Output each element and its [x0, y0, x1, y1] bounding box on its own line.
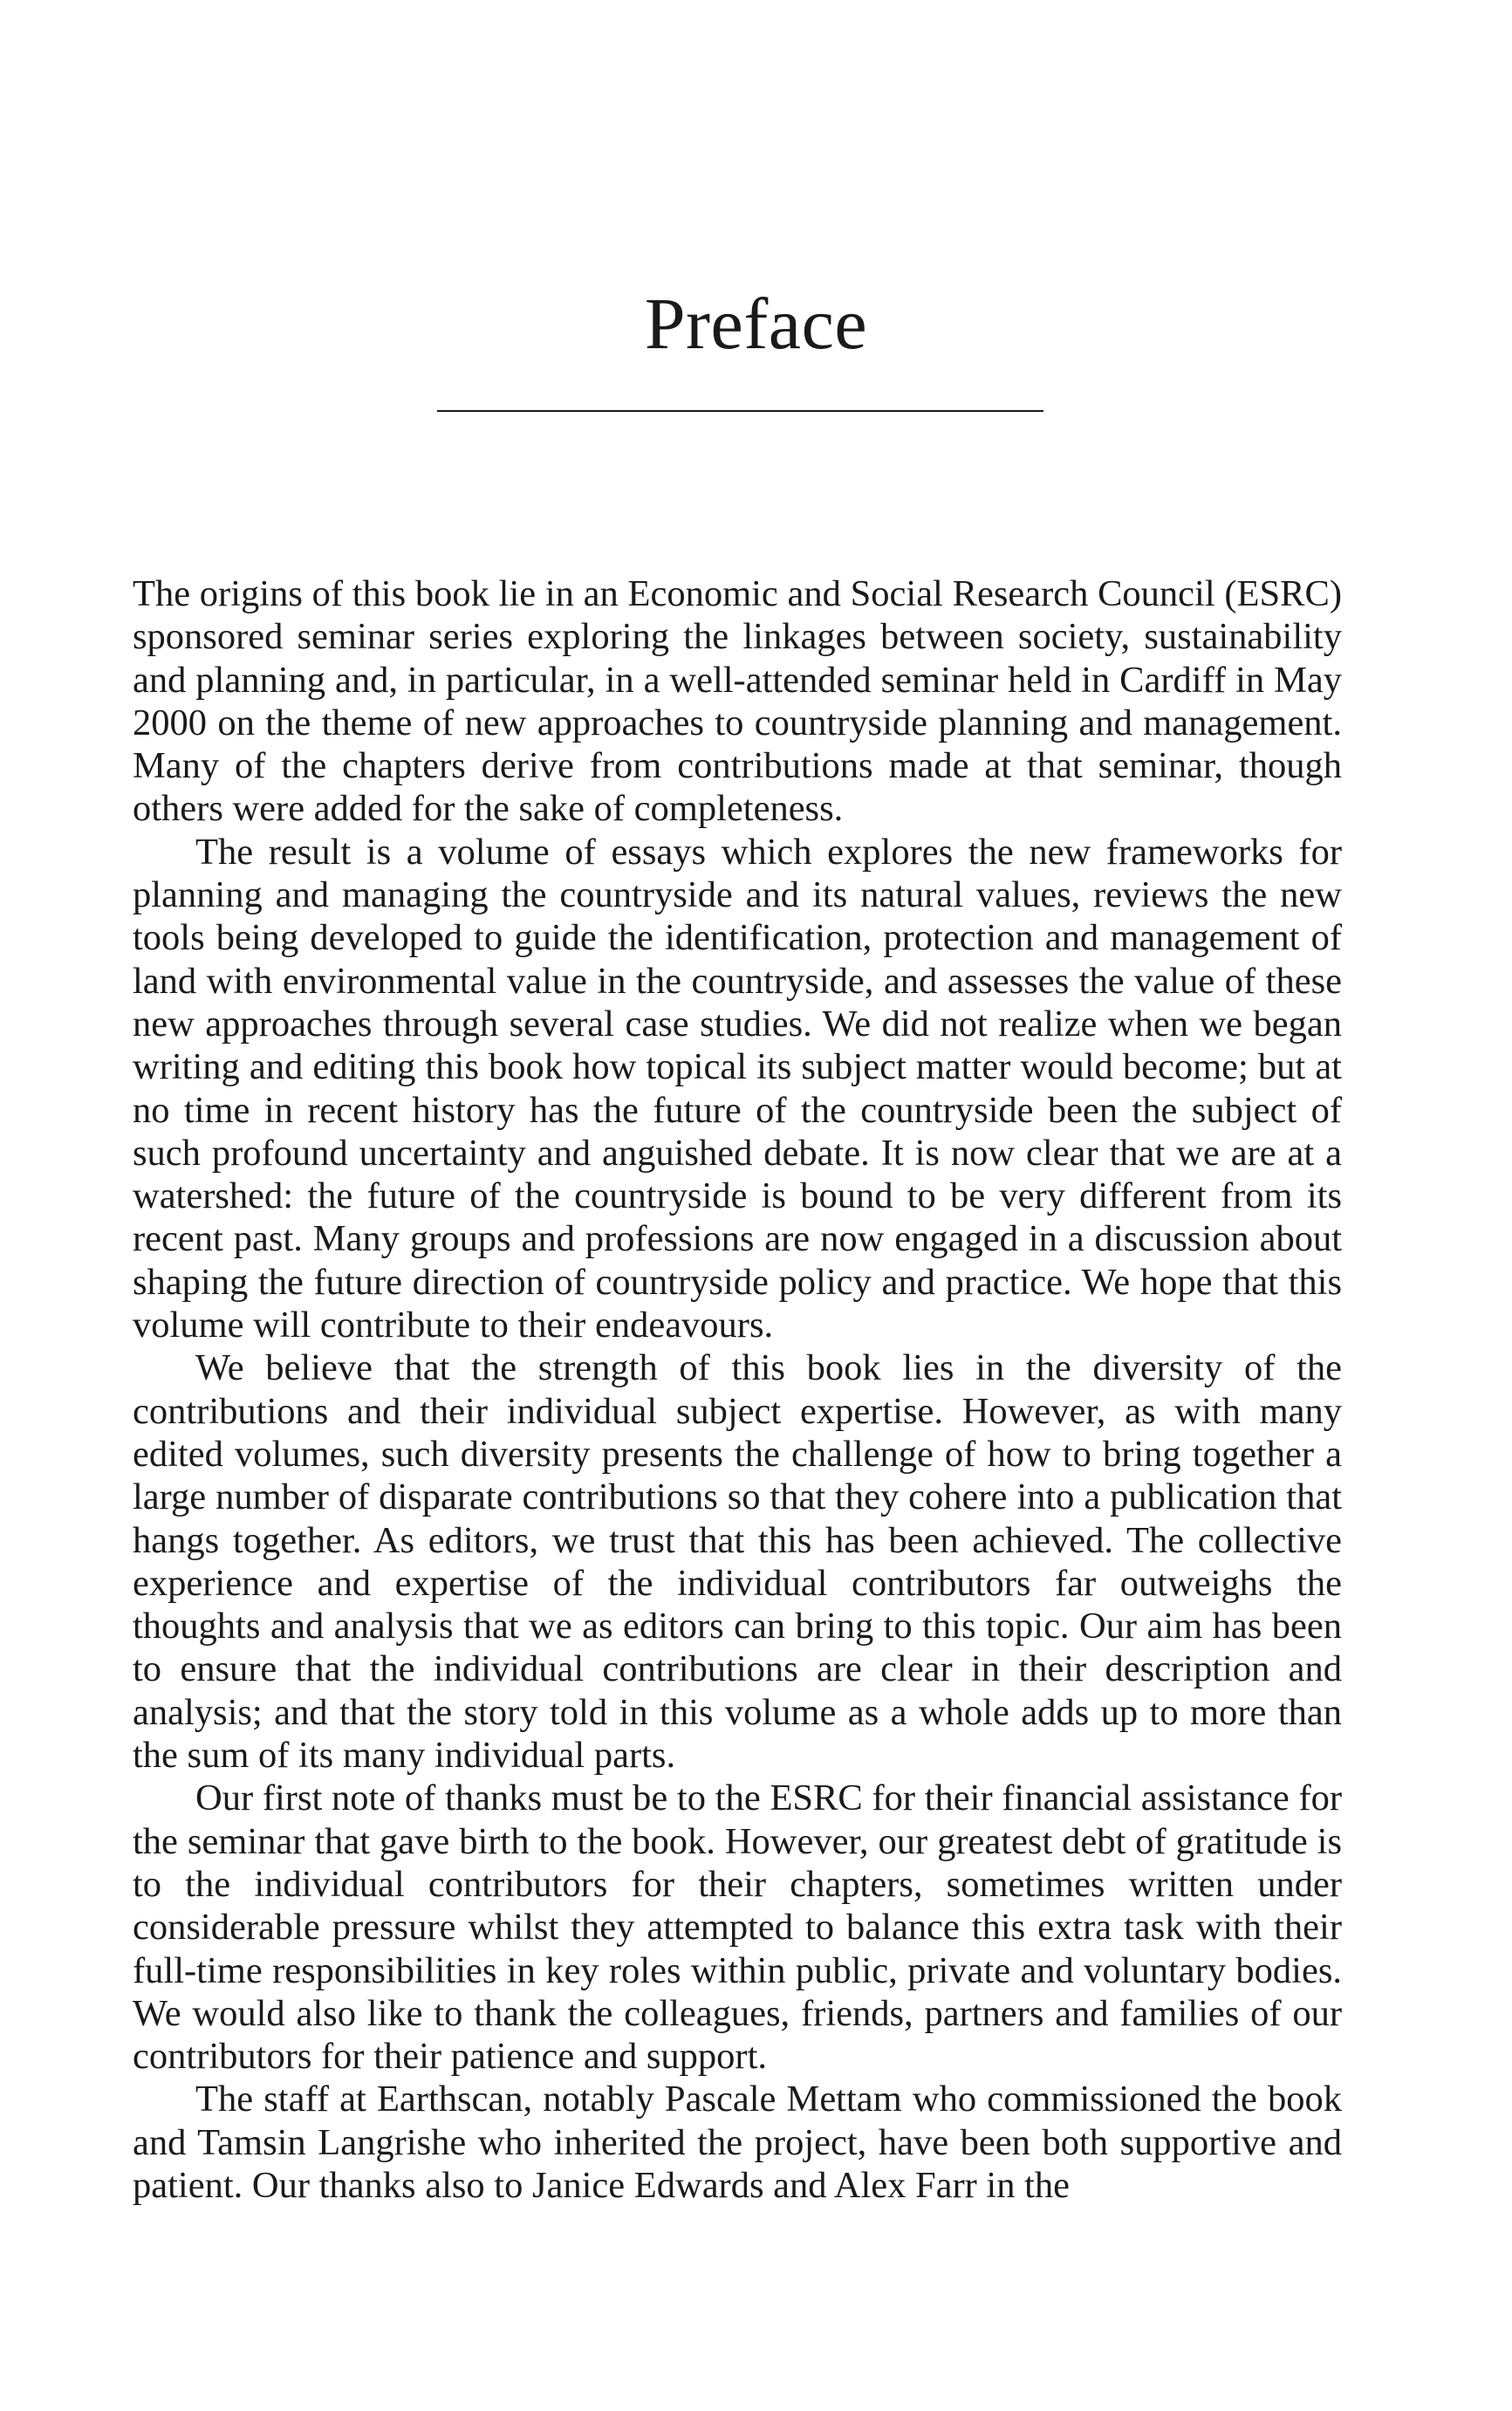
title-underline-rule	[437, 410, 1043, 412]
paragraph-result: The result is a volume of essays which explores the new frameworks for planning and managing the countryside and its natural values, reviews the new tools being developed to guide the identification, protection and management of land with environmental value in the countryside, and assesses the value of these new approaches through several case studies. We did not realize when we began writing and editing this book how topical its subject matter would become; but at no time in recent history has the future of the countryside been the subject of such profound uncertainty and anguished debate. It is now clear that we are at a watershed: the future of the countryside is bound to be very different from its recent past. Many groups and professions are now engaged in a discussion about shaping the future direction of countryside policy and practice. We hope that this volume will contribute to their endeavours.	[133, 831, 1342, 1346]
paragraph-origins: The origins of this book lie in an Economic and Social Research Council (ESRC) sponsored seminar series exploring the linkages between society, sustainability and planning and, in particular, in a well-attended seminar held in Cardiff in May 2000 on the theme of new approaches to countryside planning and management. Many of the chapters derive from contributions made at that seminar, though others were added for the sake of completeness.	[133, 573, 1342, 830]
paragraph-strength: We believe that the strength of this book lies in the diversity of the contributions and their individual subject expertise. However, as with many edited volumes, such diversity presents the challenge of how to bring together a large number of disparate contributions so that they cohere into a publication that hangs together. As editors, we trust that this has been achieved. The collective experience and expertise of the individual contributors far outweighs the thoughts and analysis that we as editors can bring to this topic. Our aim has been to ensure that the individual contributions are clear in their description and analysis; and that the story told in this volume as a whole adds up to more than the sum of its many individual parts.	[133, 1347, 1342, 1777]
paragraph-thanks: Our first note of thanks must be to the ESRC for their financial assistance for the seminar that gave birth to the book. However, our greatest debt of gratitude is to the individual contributors for their chapters, sometimes written under considerable pressure whilst they attempted to balance this extra task with their full-time responsibilities in key roles within public, private and voluntary bodies. We would also like to thank the colleagues, friends, partners and families of our contributors for their patience and support.	[133, 1777, 1342, 2078]
paragraph-staff: The staff at Earthscan, notably Pascale Mettam who commissioned the book and Tamsin Langrishe who inherited the project, have been both supportive and patient. Our thanks also to Janice Edwards and Alex Farr in the	[133, 2079, 1342, 2206]
page-title: Preface	[644, 284, 868, 365]
preface-body	[133, 572, 1342, 2207]
